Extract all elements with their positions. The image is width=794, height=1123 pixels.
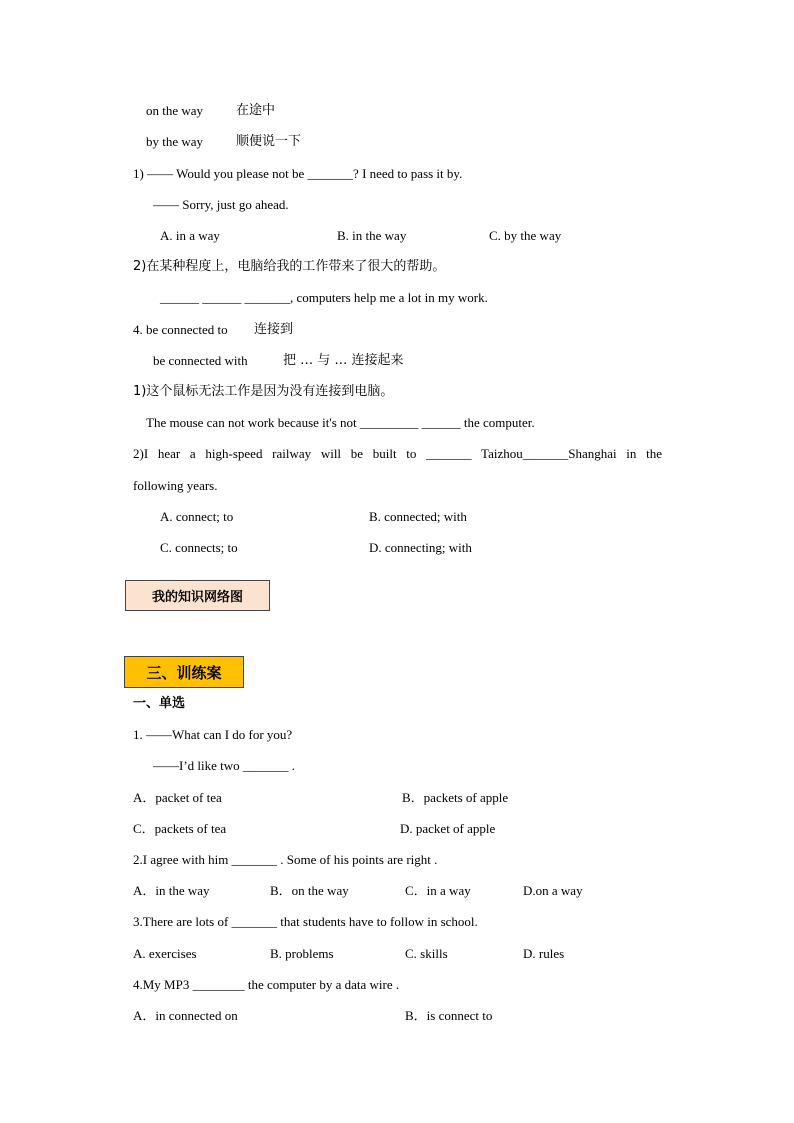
e2-option-d: D.on a way [523, 883, 583, 898]
e3-option-a: A. exercises [133, 946, 197, 961]
q41-chinese: 1)这个鼠标无法工作是因为没有连接到电脑。 [133, 384, 394, 399]
phrase-on-the-way-cn: 在途中 [236, 103, 276, 118]
item4-sub-cn: 把 … 与 … 连接起来 [283, 353, 404, 368]
q42-option-d: D. connecting; with [369, 540, 472, 555]
e2-option-a: A．in the way [133, 883, 210, 898]
phrase-by-the-way: by the way [146, 134, 204, 149]
phrase-by-the-way-cn: 顺便说一下 [236, 134, 302, 149]
e1-option-a: A．packet of tea [133, 790, 222, 805]
knowledge-map-box [125, 580, 270, 611]
e1-option-b: B．packets of apple [402, 790, 509, 805]
e1-line1: 1. ——What can I do for you? [133, 727, 293, 742]
q1-option-b: B. in the way [337, 228, 407, 243]
e1-line2: ——I’d like two _______ . [153, 758, 295, 773]
e4-option-a: A．in connected on [133, 1008, 238, 1023]
e4-option-b: B．is connect to [405, 1008, 493, 1023]
q42-option-c: C. connects; to [160, 540, 238, 555]
e3-option-b: B. problems [270, 946, 334, 961]
section-single-choice: 一、单选 [133, 696, 186, 711]
e2-option-c: C．in a way [405, 883, 471, 898]
knowledge-map-label: 我的知识网络图 [151, 590, 243, 605]
item4-sub: be connected with [153, 353, 248, 368]
e2-option-b: B．on the way [270, 883, 349, 898]
item4-title: 4. be connected to [133, 322, 228, 337]
q1-option-a: A. in a way [160, 228, 220, 243]
training-section-label: 三、训练案 [146, 663, 222, 682]
e3-option-c: C. skills [405, 946, 448, 961]
e3-line: 3.There are lots of _______ that students have to follow in school. [133, 914, 478, 929]
q42-line1: 2)I hear a high-speed railway will be built to _______ Taizhou_______Shanghai in the [133, 446, 662, 461]
q1-line1: 1) —— Would you please not be _______? I need to pass it by. [133, 166, 463, 181]
e1-option-c: C．packets of tea [133, 821, 227, 836]
q42-option-a: A. connect; to [160, 509, 234, 524]
q2-english: ______ ______ _______, computers help me a lot in my work. [160, 290, 488, 305]
training-section-box [124, 656, 244, 688]
e2-line: 2.I agree with him _______ . Some of his points are right . [133, 852, 438, 867]
e1-option-d: D. packet of apple [400, 821, 496, 836]
q1-line2: —— Sorry, just go ahead. [153, 197, 289, 212]
item4-title-cn: 连接到 [254, 322, 294, 337]
e3-option-d: D. rules [523, 946, 565, 961]
q2-chinese: 2)在某种程度上，电脑给我的工作带来了很大的帮助。 [133, 259, 446, 274]
q42-option-b: B. connected; with [369, 509, 467, 524]
phrase-on-the-way: on the way [146, 103, 204, 118]
q41-english: The mouse can not work because it's not _________ ______ the computer. [146, 415, 535, 430]
e4-line: 4.My MP3 ________ the computer by a data wire . [133, 977, 400, 992]
q1-option-c: C. by the way [489, 228, 562, 243]
q42-line2: following years. [133, 478, 218, 493]
